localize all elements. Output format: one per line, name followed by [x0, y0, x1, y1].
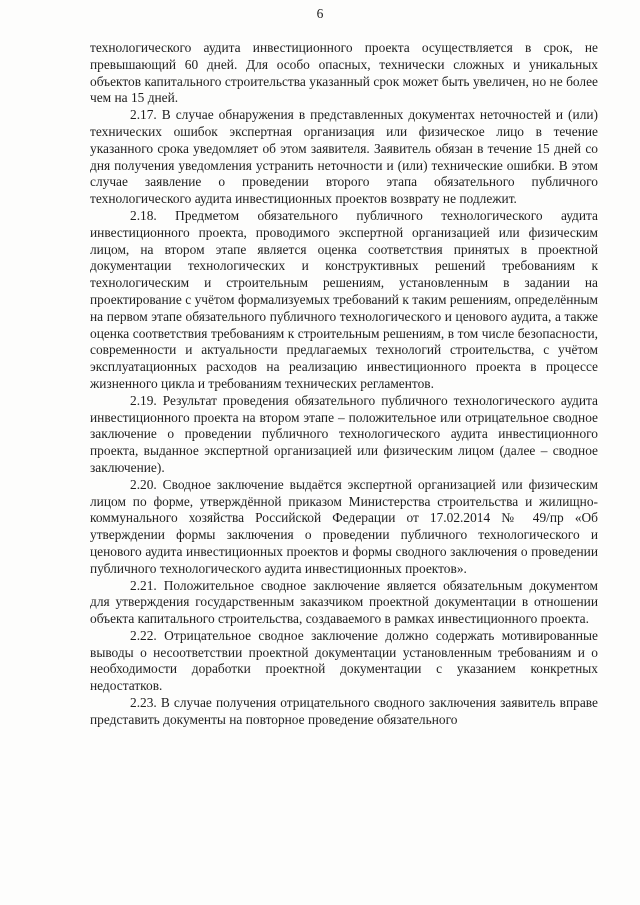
paragraph-2-21: 2.21. Положительное сводное заключение является обязательным документом для утверждения государственным заказчиком проектной документации в отношении объекта капитального строительства, создаваемого в рамках инвестиционного проекта. — [90, 577, 598, 627]
page-number: 6 — [316, 6, 324, 21]
paragraph-2-17: 2.17. В случае обнаружения в представленных документах неточностей и (или) технических ошибок экспертная организация или физическое лицо в течение указанного срока уведомляет об этом заявителя. Заявитель обязан в течение 15 дней со дня получения уведомления устранить неточности и (или) технические ошибки. В этом случае заявление о проведении второго этапа обязательного публичного технологического аудита инвестиционных проектов возврату не подлежит. — [90, 107, 598, 207]
paragraph-2-18: 2.18. Предметом обязательного публичного технологического аудита инвестиционного проекта, проводимого экспертной организацией или физическим лицом, на втором этапе является оценка соответствия принятых в проектной документации технологических и конструктивных решений требованиям к технологическим и строительным решениям, установленным в задании на проектирование с учётом формализуемых требований к таким решениям, определённым на первом этапе обязательного публичного технологического и ценового аудита, а также оценка соответствия требованиям к строительным решениям, в том числе безопасности, современности и актуальности предлагаемых технологий строительства, с учётом эксплуатационных расходов на реализацию инвестиционного проекта в процессе жизненного цикла и требованиям технических регламентов. — [90, 207, 598, 391]
paragraph-2-20: 2.20. Сводное заключение выдаётся экспертной организацией или физическим лицом по форме, утверждённой приказом Министерства строительства и жилищно-коммунального хозяйства Российской Федерации от 17.02.2014 № 49/пр «Об утверждении формы заключения о проведении публичного технологического и ценового аудита инвестиционных проектов и формы сводного заключения о проведении публичного технологического аудита инвестиционных проектов». — [90, 476, 598, 576]
paragraph-2-19: 2.19. Результат проведения обязательного публичного технологического аудита инвестиционного проекта на втором этапе – положительное или отрицательное сводное заключение о проведении публичного технологического аудита инвестиционного проекта, выданное экспертной организацией или физическим лицом (далее – сводное заключение). — [90, 392, 598, 475]
paragraph-2-23: 2.23. В случае получения отрицательного сводного заключения заявитель вправе представить документы на повторное проведение обязательного — [90, 695, 598, 727]
document-body — [90, 40, 598, 729]
paragraph-continuation: технологического аудита инвестиционного проекта осуществляется в срок, не превышающий 60 дней. Для особо опасных, технически сложных и уникальных объектов капитального строительства указанный срок может быть увеличен, но не более чем на 15 дней. — [90, 40, 598, 106]
paragraph-2-22: 2.22. Отрицательное сводное заключение должно содержать мотивированные выводы о несоответствии проектной документации установленным требованиям и о необходимости доработки проектной документации с указанием конкретных недостатков. — [90, 627, 598, 694]
